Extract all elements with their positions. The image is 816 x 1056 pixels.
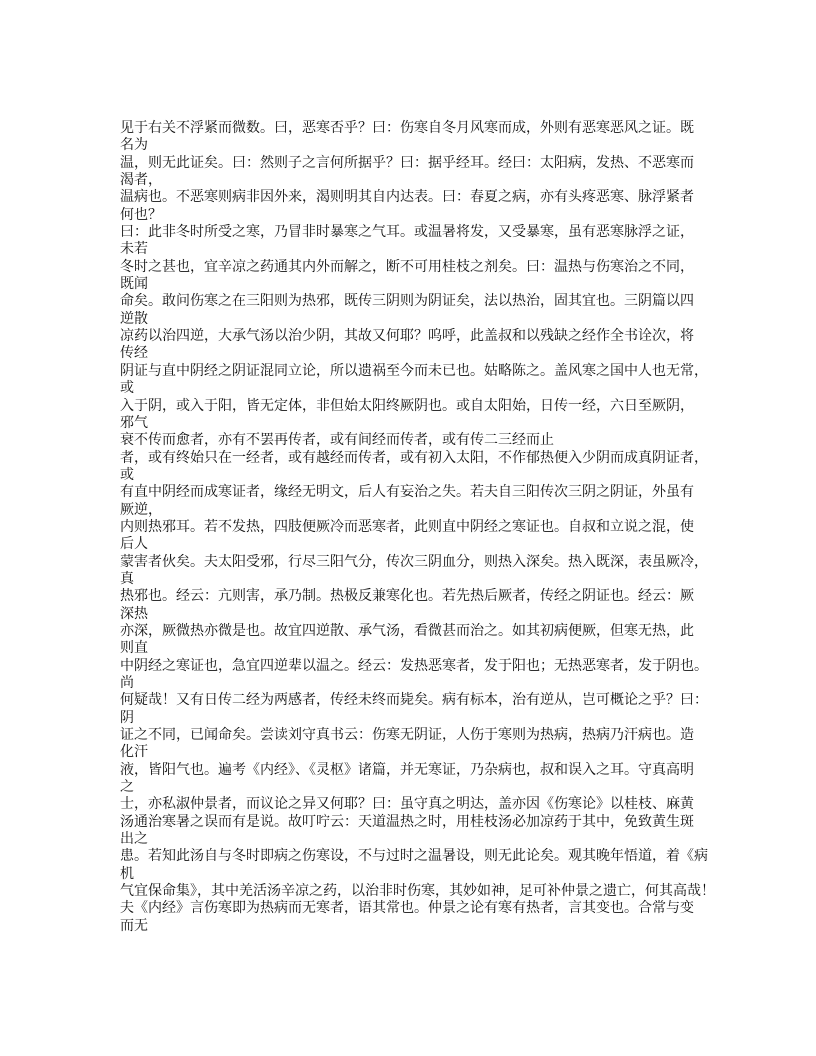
- document-body: [120, 120, 720, 935]
- text-line: 后人: [120, 536, 148, 553]
- text-line: 衰不传而愈者，亦有不罢再传者，或有间经而传者，或有传二三经而止: [120, 432, 554, 449]
- text-line: 厥逆，: [120, 501, 162, 518]
- text-line: 而无: [120, 917, 148, 934]
- text-line: 真: [120, 570, 134, 587]
- text-line: 冬时之甚也，宜辛凉之药通其内外而解之，断不可用桂枝之剂矣。曰：温热与伤寒治之不同，: [120, 258, 694, 275]
- text-line: 亦深，厥微热亦微是也。故宜四逆散、承气汤，看微甚而治之。如其初病便厥，但寒无热，此: [120, 622, 694, 639]
- text-line: 汤通治寒暑之误而有是说。故叮咛云：天道温热之时，用桂枝汤必加凉药于其中，免致黄生斑: [120, 813, 694, 830]
- text-line: 既闻: [120, 276, 148, 293]
- text-line: 尚: [120, 675, 134, 691]
- text-line: 入于阴，或入于阳，皆无定体，非但始太阳终厥阴也。或自太阳始，日传一经，六日至厥阴，: [120, 397, 694, 414]
- text-line: 逆散: [120, 310, 148, 327]
- text-line: 未若: [120, 241, 148, 258]
- text-line: 见于右关不浮紧而微数。曰，恶寒否乎？曰：伤寒自冬月风寒而成，外则有恶寒恶风之证。既: [120, 120, 694, 136]
- text-line: 凉药以治四逆，大承气汤以治少阴，其故又何耶？呜呼，此盖叔和以残缺之经作全书诠次，将: [120, 328, 694, 345]
- text-line: 传经: [120, 345, 148, 362]
- text-line: 内则热邪耳。若不发热，四肢便厥冷而恶寒者，此则直中阴经之寒证也。自叔和立说之混，使: [120, 518, 694, 535]
- text-line: 有直中阴经而成寒证者，缘经无明文，后人有妄治之失。若夫自三阳传次三阴之阴证，外虽有: [120, 484, 694, 501]
- text-line: 则直: [120, 640, 148, 657]
- text-line: 液，皆阳气也。遍考《内经》、《灵枢》诸篇，并无寒证，乃杂病也，叔和误入之耳。守真高明: [120, 761, 694, 778]
- text-line: 或: [120, 380, 134, 397]
- text-line: 深热: [120, 605, 148, 622]
- text-line: 热邪也。经云：亢则害，承乃制。热极反兼寒化也。若先热后厥者，传经之阴证也。经云：厥: [120, 588, 694, 605]
- text-line: 曰：此非冬时所受之寒，乃冒非时暴寒之气耳。或温暑将发，又受暴寒，虽有恶寒脉浮之证，: [120, 224, 694, 241]
- text-line: 何疑哉！又有日传二经为两感者，传经未终而毙矣。病有标本，治有逆从，岂可概论之乎？曰：: [120, 692, 708, 709]
- text-line: 温，则无此证矣。曰：然则子之言何所据乎？曰：据乎经耳。经曰：太阳病，发热、不恶寒而: [120, 154, 694, 171]
- text-line: 蒙害者伙矣。夫太阳受邪，行尽三阳气分，传次三阴血分，则热入深矣。热入既深，表虽厥冷，: [120, 553, 708, 570]
- text-line: 证之不同，已闻命矣。尝读刘守真书云：伤寒无阴证，人伤于寒则为热病，热病乃汗病也。造: [120, 727, 694, 744]
- text-line: 出之: [120, 831, 148, 848]
- text-line: 阴证与直中阴经之阴证混同立论，所以遗祸至今而未已也。姑略陈之。盖风寒之国中人也无常，: [120, 362, 708, 379]
- text-line: 阴: [120, 709, 134, 726]
- text-line: 士，亦私淑仲景者，而议论之异又何耶？曰：虽守真之明达，盖亦因《伤寒论》以桂枝、麻黄: [120, 796, 694, 813]
- text-line: 患。若知此汤自与冬时即病之伤寒设，不与过时之温暑设，则无此论矣。观其晚年悟道，着《病: [120, 848, 708, 865]
- text-line: 气宜保命集》，其中羌活汤辛凉之药，以治非时伤寒，其妙如神，足可补仲景之遗亡，何其高哉！: [120, 883, 715, 900]
- text-line: 或: [120, 466, 134, 483]
- text-line: 渴者，: [120, 172, 162, 189]
- text-line: 者，或有终始只在一经者，或有越经而传者，或有初入太阳，不作郁热便入少阴而成真阴证者，: [120, 449, 708, 466]
- text-line: 夫《内经》言伤寒即为热病而无寒者，语其常也。仲景之论有寒有热者，言其变也。合常与变: [120, 900, 694, 917]
- text-line: 邪气: [120, 414, 148, 431]
- text-line: 温病也。不恶寒则病非因外来，渴则明其自内达表。曰：春夏之病，亦有头疼恶寒、脉浮紧者: [120, 189, 694, 206]
- text-line: 之: [120, 779, 134, 796]
- text-line: 机: [120, 865, 134, 882]
- text-line: 何也？: [120, 206, 162, 223]
- text-line: 命矣。敢问伤寒之在三阳则为热邪，既传三阴则为阴证矣，法以热治，固其宜也。三阴篇以四: [120, 293, 694, 310]
- text-line: 中阴经之寒证也，急宜四逆辈以温之。经云：发热恶寒者，发于阳也；无热恶寒者，发于阴也。: [120, 657, 708, 674]
- text-line: 化汗: [120, 744, 148, 761]
- text-line: 名为: [120, 137, 148, 154]
